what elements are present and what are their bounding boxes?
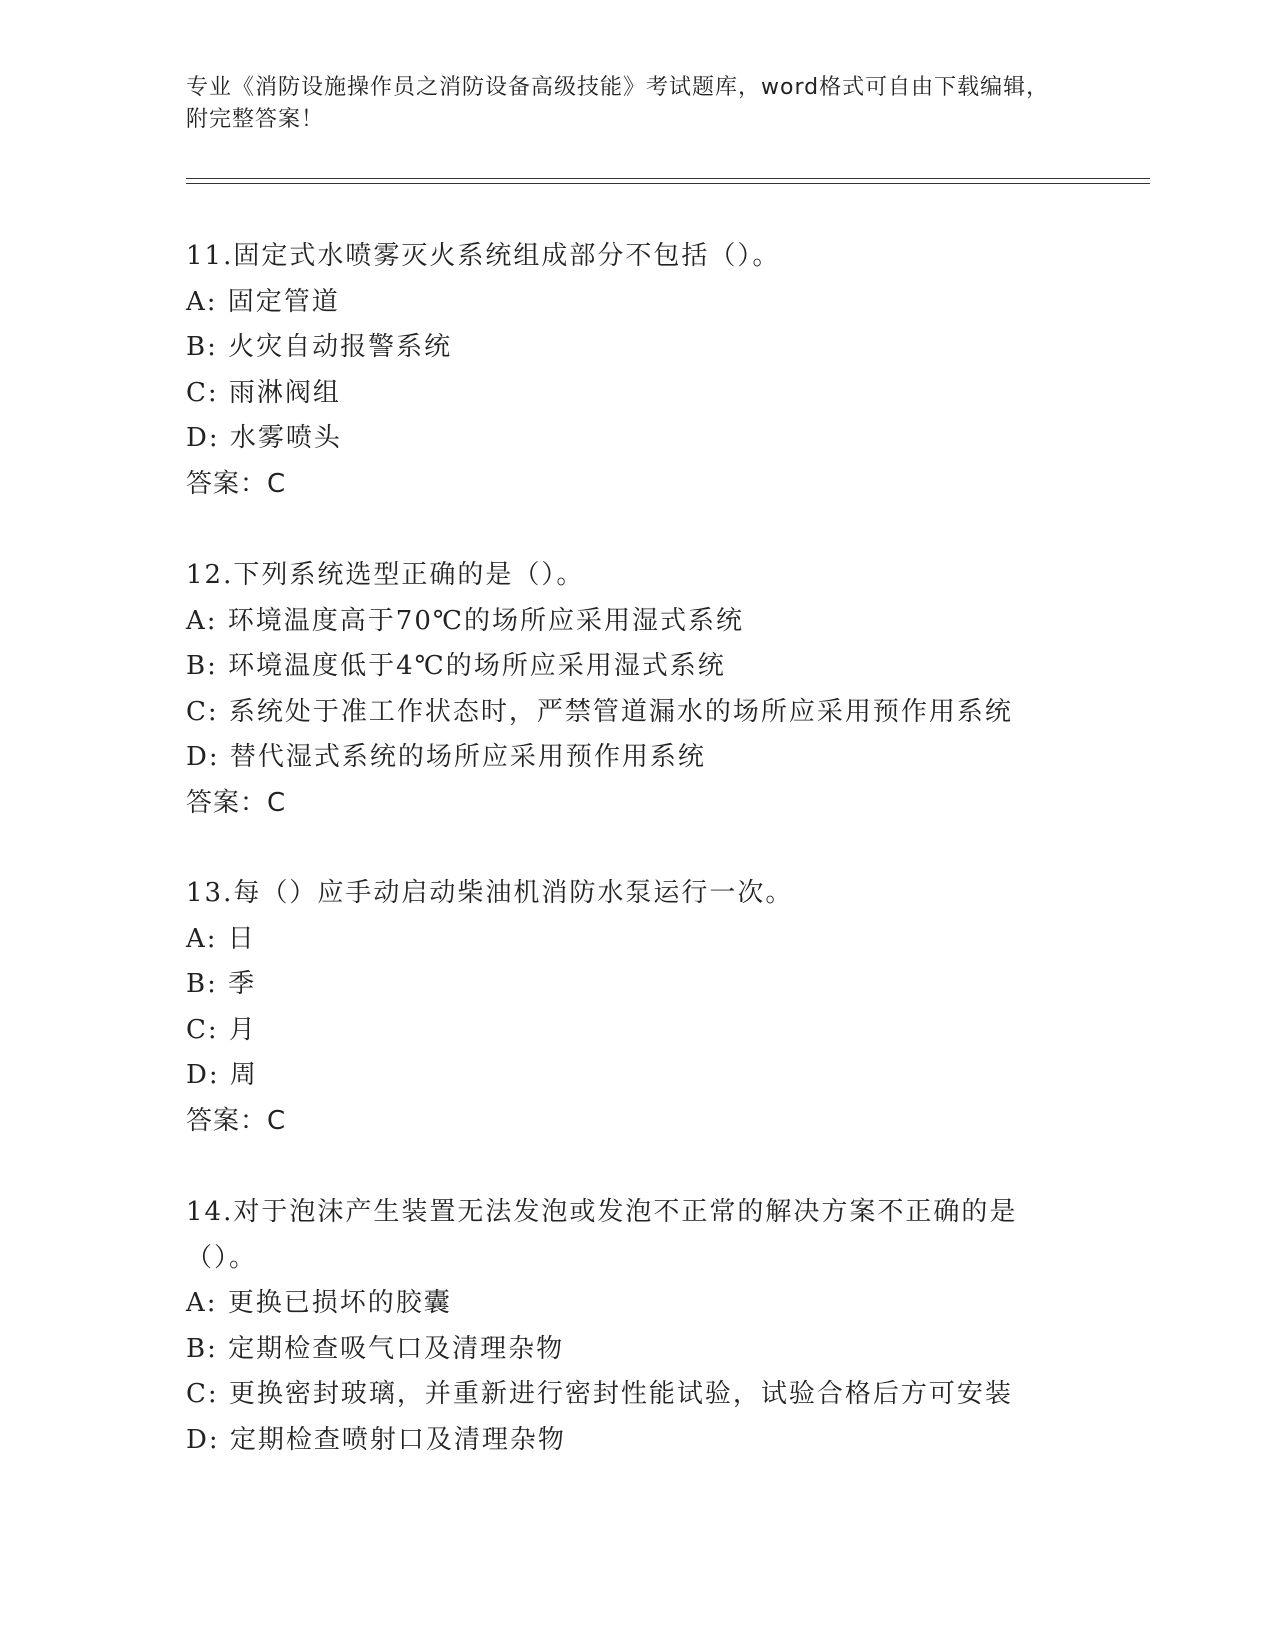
question-stem: 11.固定式水喷雾灭火系统组成部分不包括（）。 [186, 241, 781, 271]
question-11 [186, 234, 1086, 507]
question-stem: 14.对于泡沫产生装置无法发泡或发泡不正常的解决方案不正确的是（）。 [186, 1197, 1018, 1273]
option-d: D: 替代湿式系统的场所应采用预作用系统 [186, 742, 706, 772]
answer: 答案：C [186, 787, 287, 818]
question-stem: 12.下列系统选型正确的是（）。 [186, 560, 585, 590]
option-b: B: 季 [186, 969, 257, 999]
header-divider-double [186, 183, 1150, 184]
question-12 [186, 553, 1086, 826]
option-a: A: 更换已损坏的胶囊 [186, 1288, 452, 1318]
option-c: C: 雨淋阀组 [186, 377, 341, 408]
document-header: 专业《消防设施操作员之消防设备高级技能》考试题库，word格式可自由下载编辑，附完整答案！ [186, 75, 1050, 132]
option-d: D: 周 [186, 1060, 258, 1090]
header-divider [186, 178, 1150, 179]
question-14 [186, 1190, 1086, 1463]
answer: 答案：C [186, 468, 287, 499]
question-13 [186, 871, 1086, 1144]
option-a: A: 日 [186, 923, 256, 954]
option-b: B: 定期检查吸气口及清理杂物 [186, 1333, 565, 1364]
option-b: B: 环境温度低于4℃的场所应采用湿式系统 [186, 651, 726, 681]
option-d: D: 定期检查喷射口及清理杂物 [186, 1424, 566, 1455]
option-c: C: 系统处于准工作状态时，严禁管道漏水的场所应采用预作用系统 [186, 696, 1013, 727]
option-d: D: 水雾喷头 [186, 423, 342, 453]
answer: 答案：C [186, 1105, 287, 1136]
question-stem: 13.每（）应手动启动柴油机消防水泵运行一次。 [186, 878, 794, 908]
option-a: A: 环境温度高于70℃的场所应采用湿式系统 [186, 605, 744, 636]
option-a: A: 固定管道 [186, 286, 340, 317]
option-c: C: 月 [186, 1014, 257, 1045]
option-b: B: 火灾自动报警系统 [186, 332, 453, 362]
option-c: C: 更换密封玻璃，并重新进行密封性能试验，试验合格后方可安装 [186, 1379, 1013, 1409]
